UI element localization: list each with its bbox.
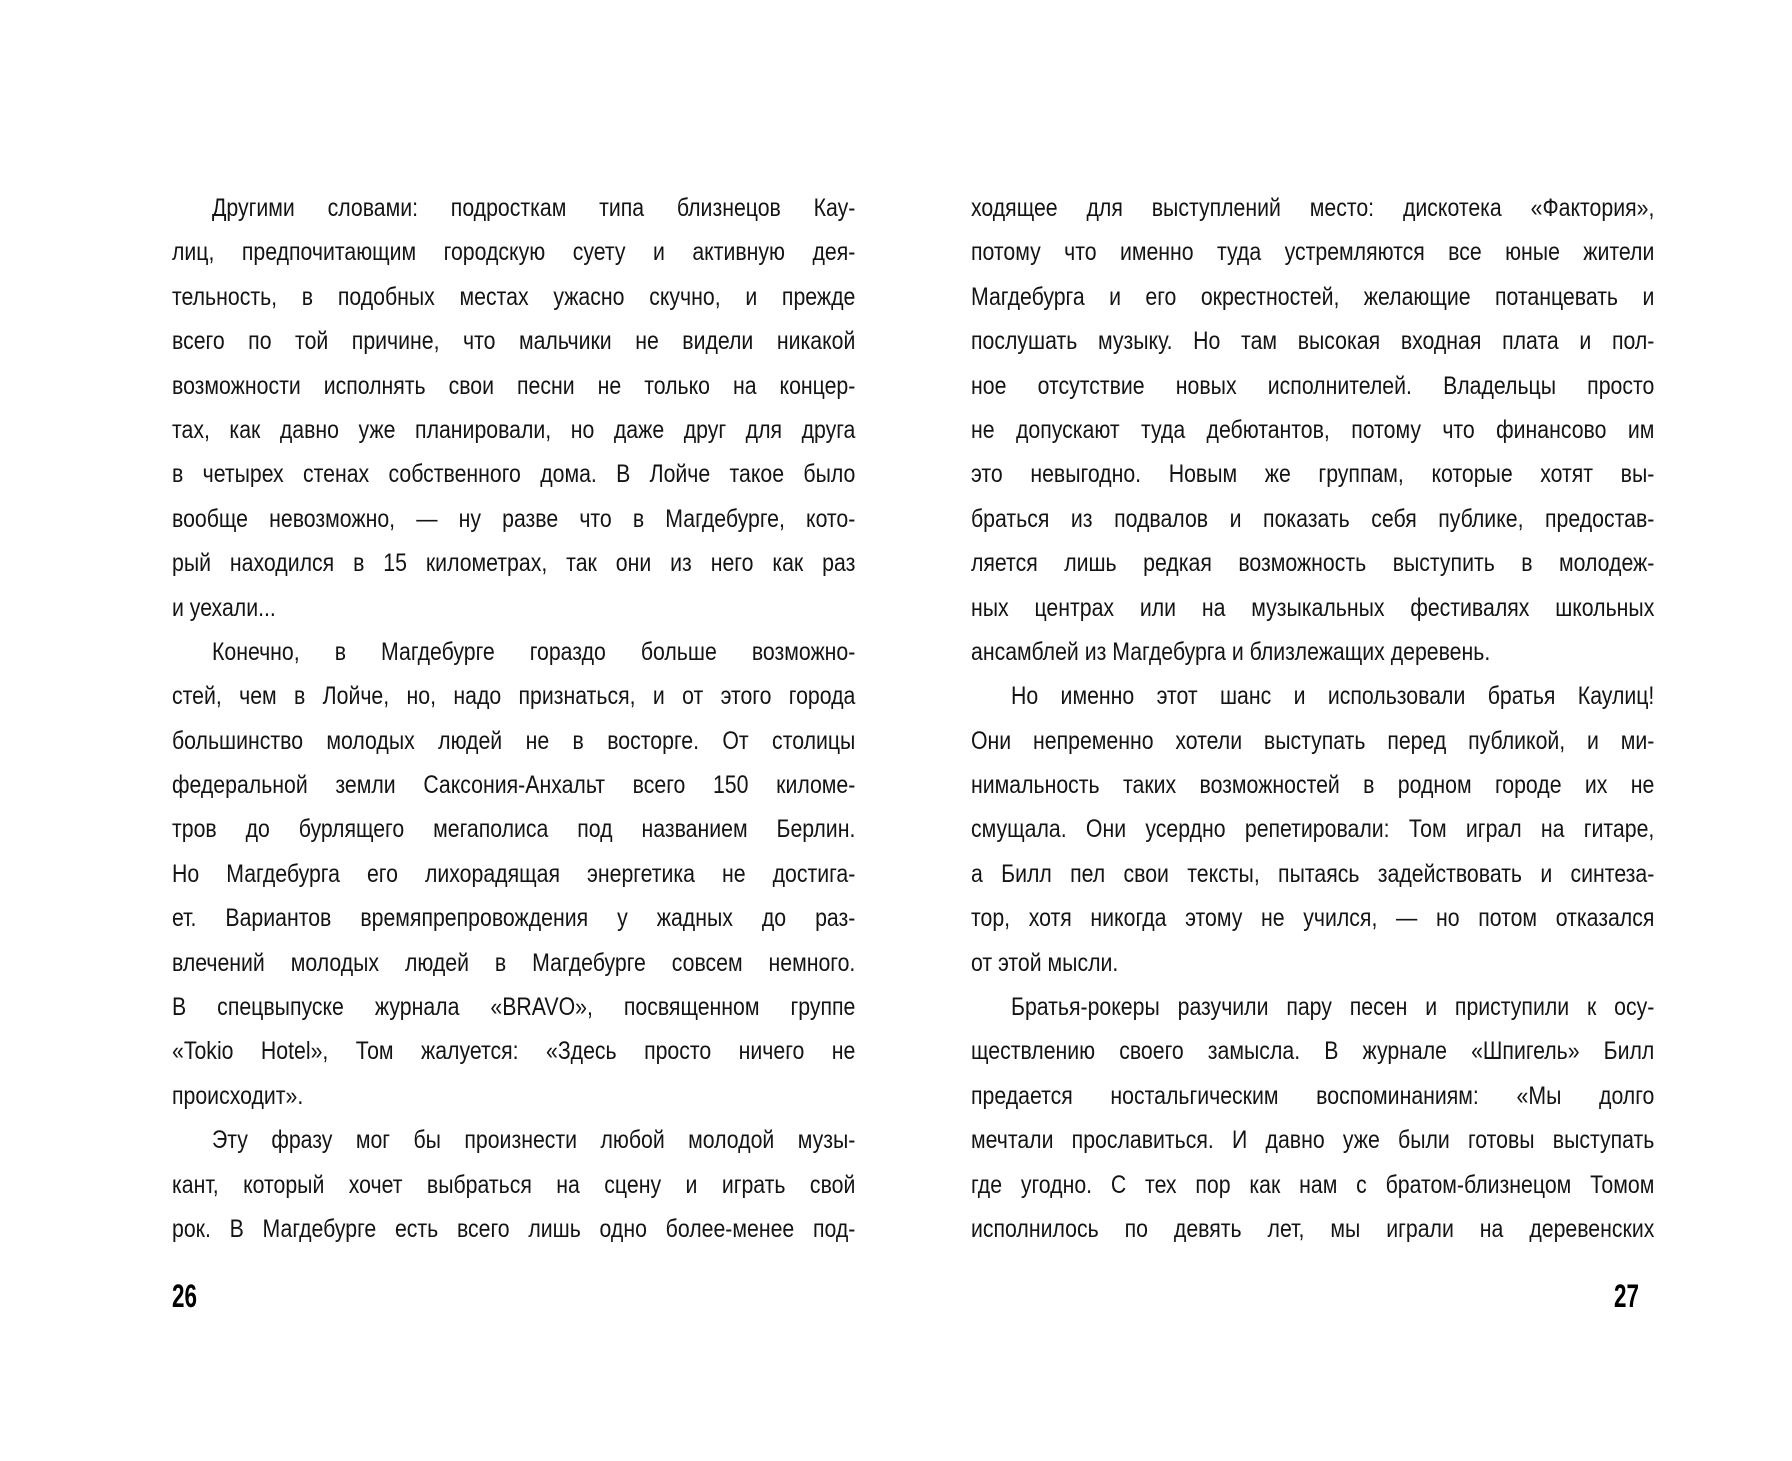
text-line: исполнилось по девять лет, мы играли на деревенских <box>971 1214 1655 1243</box>
text-line: рый находился в 15 километрах, так они из него как раз <box>172 549 856 578</box>
text-line: ансамблей из Магдебурга и близлежащих деревень. <box>971 637 1491 666</box>
text-line: стей, чем в Лойче, но, надо признаться, и от этого города <box>172 682 856 711</box>
text-line: потому что именно туда устремляются все юные жители <box>971 238 1655 267</box>
text-line: Другими словами: подросткам типа близнецов Кау- <box>211 194 856 222</box>
text-line: ет. Вариантов времяпрепровождения у жадных до раз- <box>172 904 856 933</box>
text-line: тельность, в подобных местах ужасно скучно, и прежде <box>172 282 856 311</box>
text-line: возможности исполнять свои песни не только на концер- <box>172 371 856 400</box>
page-number-right: 27 <box>1614 1278 1639 1314</box>
text-line: лиц, предпочитающим городскую суету и активную дея- <box>172 238 856 267</box>
text-line: Конечно, в Магдебурге гораздо больше возможно- <box>211 637 856 666</box>
left-page-text <box>172 186 855 1251</box>
text-line: ществлению своего замысла. В журнале «Шпигель» Билл <box>971 1037 1655 1066</box>
text-line: В спецвыпуске журнала «BRAVO», посвященном группе <box>172 993 856 1022</box>
text-line: кант, который хочет выбраться на сцену и играть свой <box>172 1170 856 1199</box>
text-line: тор, хотя никогда этому не учился, — но потом отказался <box>971 904 1655 933</box>
text-line: рок. В Магдебурге есть всего лишь одно более-менее под- <box>172 1214 856 1243</box>
text-line: Но Магдебурга его лихорадящая энергетика не достига- <box>172 859 856 888</box>
text-line: в четырех стенах собственного дома. В Лойче такое было <box>172 460 856 489</box>
text-line: Но именно этот шанс и использовали братья Каулиц! <box>1010 682 1655 711</box>
text-line: не допускают туда дебютантов, потому что финансово им <box>971 415 1655 444</box>
text-line: браться из подвалов и показать себя публике, предостав- <box>971 504 1655 533</box>
text-line: вообще невозможно, — ну разве что в Магдебурге, кото- <box>172 504 856 533</box>
text-line: послушать музыку. Но там высокая входная плата и пол- <box>971 327 1655 356</box>
text-line: тах, как давно уже планировали, но даже друг для друга <box>172 415 856 444</box>
text-line: где угодно. С тех пор как нам с братом-близнецом Томом <box>971 1170 1655 1199</box>
right-page-text <box>971 186 1654 1251</box>
text-line: большинство молодых людей не в восторге. От столицы <box>172 726 856 755</box>
text-line: мечтали прославиться. И давно уже были готовы выступать <box>971 1126 1655 1155</box>
text-line: это невыгодно. Новым же группам, которые хотят вы- <box>971 460 1655 489</box>
text-line: предается ностальгическим воспоминаниям: «Мы долго <box>971 1081 1655 1110</box>
text-line: ных центрах или на музыкальных фестивалях школьных <box>971 593 1655 622</box>
text-line: всего по той причине, что мальчики не видели никакой <box>172 327 856 356</box>
text-line: происходит». <box>172 1081 304 1110</box>
text-line: Они непременно хотели выступать перед публикой, и ми- <box>971 726 1655 755</box>
text-line: влечений молодых людей в Магдебурге совсем немного. <box>172 948 856 977</box>
text-line: Братья-рокеры разучили пару песен и приступили к осу- <box>1010 993 1655 1022</box>
text-line: от этой мысли. <box>971 948 1119 977</box>
text-line: Эту фразу мог бы произнести любой молодой музы- <box>211 1126 856 1155</box>
text-line: «Tokio Hotel», Том жалуется: «Здесь просто ничего не <box>172 1037 856 1066</box>
text-line: а Билл пел свои тексты, пытаясь задействовать и синтеза- <box>971 859 1655 888</box>
text-line: ляется лишь редкая возможность выступить в молодеж- <box>971 549 1655 578</box>
page-number-left: 26 <box>172 1278 197 1314</box>
text-line: Магдебурга и его окрестностей, желающие потанцевать и <box>971 282 1655 311</box>
text-line: нимальность таких возможностей в родном городе их не <box>971 771 1655 800</box>
text-line: ходящее для выступлений место: дискотека «Фактория», <box>971 194 1655 222</box>
text-line: федеральной земли Саксония-Анхальт всего 150 киломе- <box>172 771 856 800</box>
text-line: тров до бурлящего мегаполиса под названием Берлин. <box>172 815 856 844</box>
text-line: смущала. Они усердно репетировали: Том играл на гитаре, <box>971 815 1655 844</box>
text-line: ное отсутствие новых исполнителей. Владельцы просто <box>971 371 1655 400</box>
text-line: и уехали... <box>172 593 276 622</box>
